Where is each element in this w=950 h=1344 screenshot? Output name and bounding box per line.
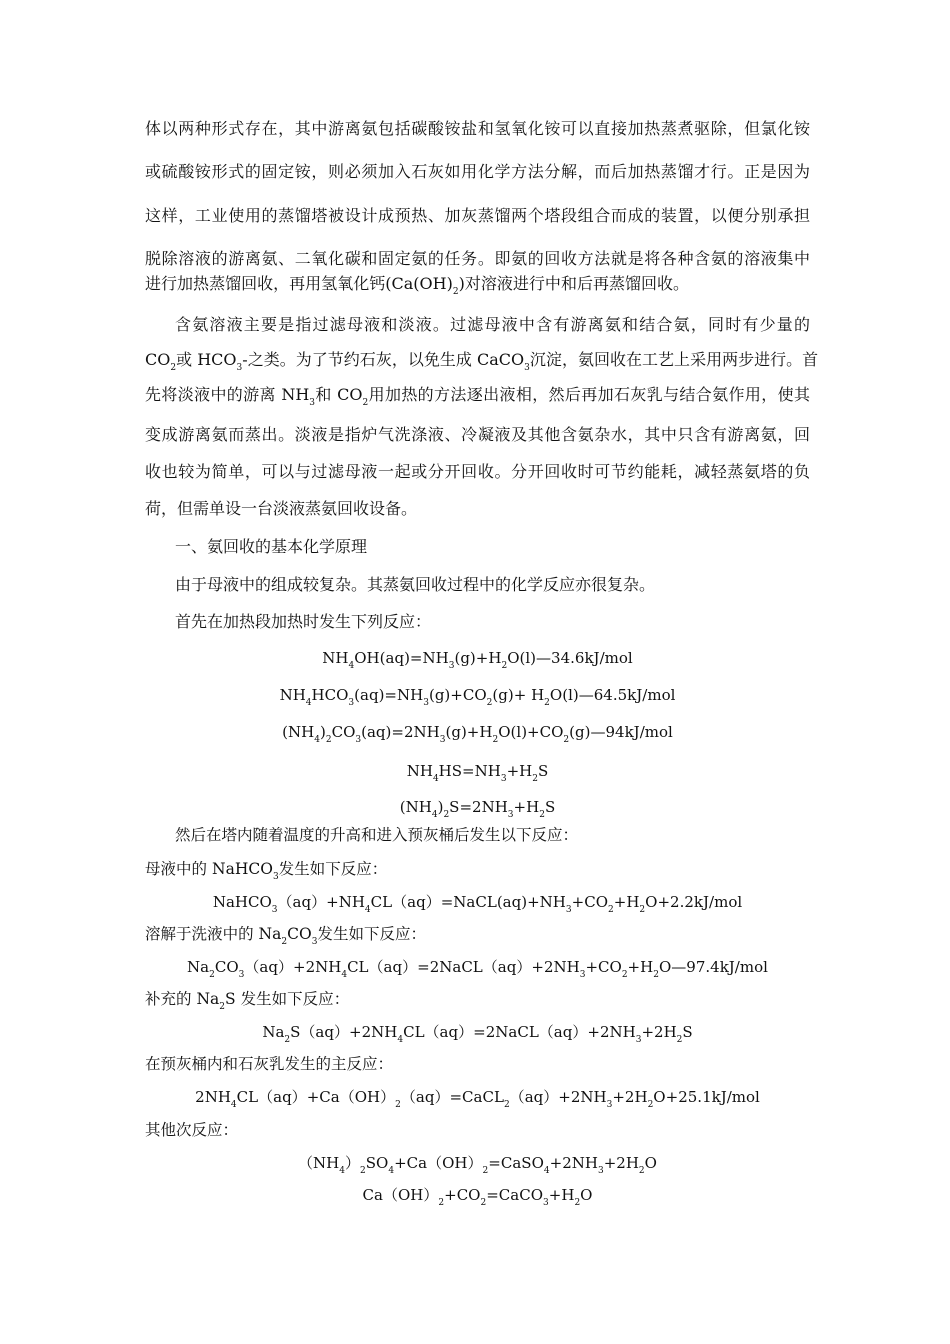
side-reaction-label: 其他次反应： [145, 1121, 239, 1139]
equation-heating-1: $NH_4OH(aq)=NH_3(g)+H_2O(l)—34.6kJ$/mol [322, 649, 633, 671]
paragraph2-line-4: 变成游离氨而蒸出。淡液是指炉气洗涤液、冷凝液及其他含氨杂水，其中只含有游离氨，回 [145, 425, 810, 444]
na2s-equation: $Na_2S(aq)+2NH_4CL(aq)=2NaCL(aq)+2NH_3+2H_2S$ [262, 1023, 693, 1045]
nahco3-equation: $NaHCO_3(aq)+NH_4CL(aq)=NaCL(aq)+NH_3+CO_2+H_2O+2.2kJ$/mol [212, 893, 743, 915]
equation-heating-3: $(NH_4)_2CO_3(aq)=2NH_3(g)+H_2O(l)+CO_2(g)—94kJ$/mol [282, 723, 673, 745]
then-text: 然后在塔内随着温度的升高和进入预灰桶后发生以下反应： [175, 826, 579, 844]
nahco3-label: 母液中的 NaHCO$_3$发生如下反应： [145, 860, 388, 882]
paragraph1-line-2: 或硫酸铵形式的固定铵，则必须加入石灰如用化学方法分解，而后加热蒸馏才行。正是因为 [145, 162, 810, 181]
paragraph2-line-1: 含氨溶液主要是指过滤母液和淡液。过滤母液中含有游离氨和结合氨，同时有少量的 [175, 315, 810, 334]
paragraph2-line-6: 荷，但需单设一台淡液蒸氨回收设备。 [145, 499, 418, 518]
equation-heating-5: $(NH_4)_2S=2NH_3+H_2S$ [399, 798, 556, 820]
side-equation-1: $(NH_4)_2SO_4+Ca(OH)_2=CaSO_4+2NH_3+2H_2O$ [298, 1154, 657, 1176]
paragraph2-line-3: 先将淡液中的游离 $NH_3$和 $CO_2$用加热的方法逐出液相，然后再加石灰乳与结合氨作用，使其 [145, 385, 810, 408]
section-heading: 一、氨回收的基本化学原理 [175, 537, 368, 556]
paragraph2-line-5: 收也较为简单，可以与过滤母液一起或分开回收。分开回收时可节约能耗，减轻蒸氨塔的负 [145, 462, 810, 481]
intro-text-1: 由于母液中的组成较复杂。其蒸氨回收过程中的化学反应亦很复杂。 [175, 575, 656, 594]
na2co3-label: 溶解于洗液中的 $Na_2CO_3$发生如下反应： [145, 925, 427, 947]
paragraph2-line-2: $CO_2$或 $HCO_3-$之类。为了节约石灰，以免生成 CaCO$_3$沉淀，氨回收在工艺上采用两步进行。首 [145, 350, 819, 373]
equation-heating-2: $NH_4HCO_3(aq)=NH_3(g)+CO_2(g)+$ $H_2O(l)—64.5kJ$/mol [279, 686, 676, 708]
intro-text-2: 首先在加热段加热时发生下列反应： [175, 612, 432, 631]
side-equation-2: $Ca(OH)_2+CO_2=CaCO_3+H_2O$ [362, 1186, 593, 1208]
na2co3-equation: $Na_2CO_3(aq)+2NH_4CL(aq)=2NaCL(aq)+2NH_3+CO_2+H_2O—97.4kJ$/mol [187, 958, 768, 980]
paragraph1-line-3: 这样，工业使用的蒸馏塔被设计成预热、加灰蒸馏两个塔段组合而成的装置，以便分别承担 [145, 206, 810, 225]
paragraph1-line-5: 进行加热蒸馏回收，再用氢氧化钙$(Ca(OH)_2)$对溶液进行中和后再蒸馏回收。 [145, 274, 690, 297]
paragraph1-line-4: 脱除溶液的游离氨、二氧化碳和固定氨的任务。即氨的回收方法就是将各种含氨的溶液集中 [145, 249, 810, 268]
equation-heating-4: $NH_4HS=NH_3+H_2S$ [406, 762, 549, 784]
main-reaction-equation: $2NH_4CL(aq)+Ca(OH)_2(aq)=CaCL_2(aq)+2NH_3+2H_2O+25.1kJ$/mol [195, 1088, 760, 1110]
paragraph1-line-1: 体以两种形式存在，其中游离氨包括碳酸铵盐和氢氧化铵可以直接加热蒸煮驱除，但氯化铵 [145, 119, 810, 138]
main-reaction-label: 在预灰桶内和石灰乳发生的主反应： [145, 1055, 394, 1073]
na2s-label: 补充的 $Na_2S$ 发生如下反应： [145, 990, 350, 1012]
